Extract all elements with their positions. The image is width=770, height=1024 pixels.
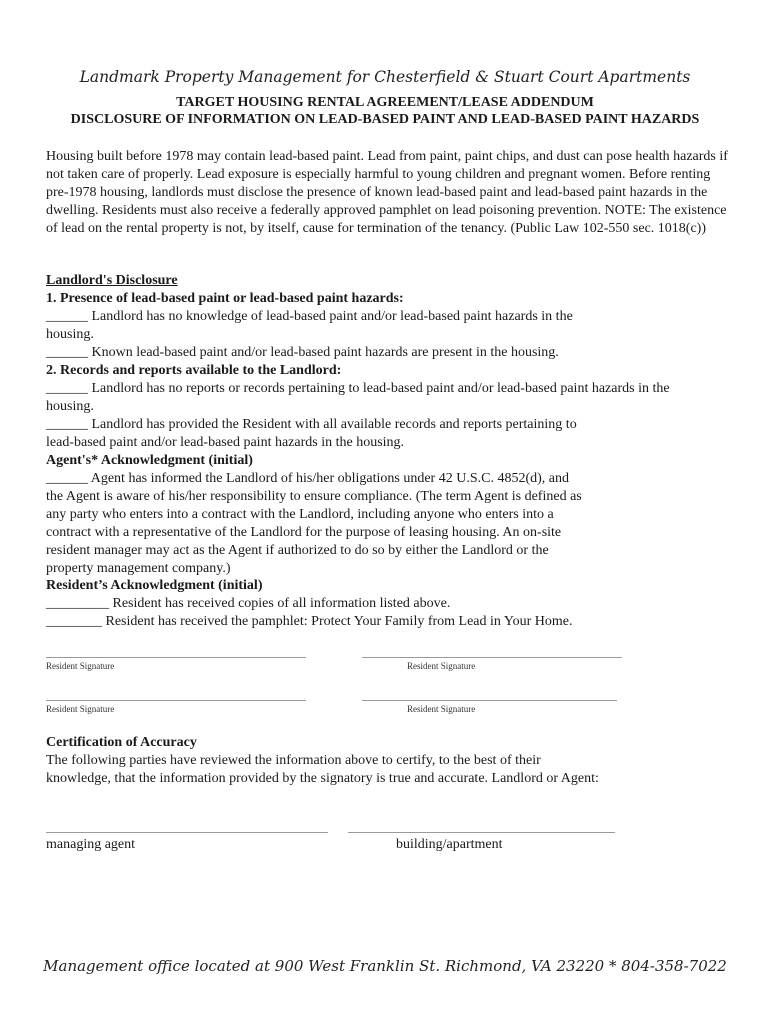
s1-option-known-hazards: ______ Known lead-based paint and/or lead-based paint hazards are present in the housing. <box>46 345 559 360</box>
document-subtitle: DISCLOSURE OF INFORMATION ON LEAD-BASED PAINT AND LEAD-BASED PAINT HAZARDS <box>70 112 700 127</box>
agent-text-line: property management company.) <box>46 561 231 576</box>
agent-text-line: any party who enters into a contract with the Landlord, including anyone who enters into a <box>46 507 554 522</box>
resident-ack-copies: _________ Resident has received copies of all information listed above. <box>46 596 451 611</box>
document-title: TARGET HOUSING RENTAL AGREEMENT/LEASE ADDENDUM <box>176 95 594 110</box>
resident-signature-label-1: Resident Signature <box>46 661 115 671</box>
resident-ack-pamphlet: ________ Resident has received the pamphlet: Protect Your Family from Lead in Your Home. <box>46 614 573 629</box>
certification-text: knowledge, that the information provided by the signatory is true and accurate. Landlord or Agent: <box>46 771 599 786</box>
s2-option-records-provided: ______ Landlord has provided the Resident with all available records and reports pertaining to <box>46 417 577 432</box>
s1-option-no-knowledge: ______ Landlord has no knowledge of lead-based paint and/or lead-based paint hazards in the <box>46 309 573 324</box>
building-apartment-label: building/apartment <box>396 837 503 852</box>
resident-signature-line-1[interactable] <box>46 657 306 658</box>
s2-option-no-records-cont: housing. <box>46 399 94 414</box>
section-1-heading: 1. Presence of lead-based paint or lead-based paint hazards: <box>46 291 404 306</box>
resident-signature-line-3[interactable] <box>46 700 306 701</box>
resident-signature-line-2[interactable] <box>362 657 622 658</box>
certification-heading: Certification of Accuracy <box>46 735 197 750</box>
agent-text-line: the Agent is aware of his/her responsibility to ensure compliance. (The term Agent is defined as <box>46 489 582 504</box>
office-address-footer: Management office located at 900 West Franklin St. Richmond, VA 23220 * 804-358-7022 <box>43 957 727 975</box>
agent-text-line: resident manager may act as the Agent if authorized to do so by either the Landlord or the <box>46 543 549 558</box>
agent-text-line: contract with a representative of the Landlord for the purpose of leasing housing. An on-site <box>46 525 562 540</box>
s1-option-no-knowledge-cont: housing. <box>46 327 94 342</box>
managing-agent-label: managing agent <box>46 837 136 852</box>
company-header: Landmark Property Management for Chesterfield & Stuart Court Apartments <box>79 68 691 86</box>
resident-signature-label-4: Resident Signature <box>407 704 476 714</box>
s2-option-records-provided-cont: lead-based paint and/or lead-based paint hazards in the housing. <box>46 435 405 450</box>
s2-option-no-records: ______ Landlord has no reports or records pertaining to lead-based paint and/or lead-based paint hazards in the <box>46 381 670 396</box>
managing-agent-signature-line[interactable] <box>46 832 328 833</box>
section-2-heading: 2. Records and reports available to the Landlord: <box>46 363 342 378</box>
building-apartment-line[interactable] <box>348 832 615 833</box>
agent-text-line: ______ Agent has informed the Landlord of his/her obligations under 42 U.S.C. 4852(d), and <box>46 471 569 486</box>
agent-acknowledgment-heading: Agent's* Acknowledgment (initial) <box>46 453 253 468</box>
resident-acknowledgment-heading: Resident’s Acknowledgment (initial) <box>46 578 263 593</box>
resident-signature-line-4[interactable] <box>362 700 617 701</box>
certification-text: The following parties have reviewed the information above to certify, to the best of their <box>46 753 541 768</box>
intro-paragraph: Housing built before 1978 may contain lead-based paint. Lead from paint, paint chips, and dust can pose health hazards if not taken care of properly. Lead exposure is especially harmful to young children and pregnant women. Before renting pre-1978 housing, landlords must disclose the presence of known lead-based paint and lead-based paint hazards in the dwelling. Residents must also receive a federally approved pamphlet on lead poisoning prevention. NOTE: The existence of lead on the rental property is not, by itself, cause for termination of the tenancy. (Public Law 102-550 sec. 1018(c)) <box>46 149 728 236</box>
landlord-disclosure-heading: Landlord's Disclosure <box>46 273 178 288</box>
resident-signature-label-3: Resident Signature <box>46 704 115 714</box>
resident-signature-label-2: Resident Signature <box>407 661 476 671</box>
